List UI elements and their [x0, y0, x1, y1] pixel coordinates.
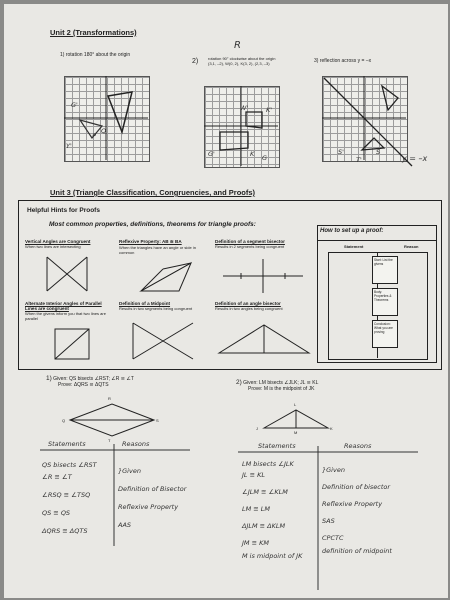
- hint-reflexive: [119, 239, 207, 255]
- proof1-reason: Definition of Bisector: [118, 485, 187, 493]
- proof1-given: Given: QS bisects ∠RST; ∠R ≅ ∠T: [53, 376, 134, 382]
- p3-label-t: T': [356, 156, 362, 164]
- proof2-figure: [264, 408, 328, 430]
- hint-vertical-desc: When two lines are intersecting: [25, 244, 81, 249]
- proof1-label-q: Q: [62, 418, 66, 423]
- proof2-header: [236, 380, 318, 392]
- p2-number: 2): [192, 58, 199, 65]
- proof2-statements-header: Statements: [258, 442, 296, 450]
- hint-alt-desc: When the givens inform you that two lines are parallel: [25, 311, 106, 321]
- hint-alternate-interior: [25, 301, 113, 321]
- p2-line2: (3,1, –2), W(0, 2), K(3, 2), (2,3, –3): [208, 61, 270, 66]
- proof2-label-k: K: [330, 426, 333, 431]
- hint-alt-title: Alternate Interior Angles of Parallel Lines are congruent: [25, 301, 102, 311]
- proof1-header: [46, 376, 134, 388]
- proof-setup-box: [317, 225, 437, 363]
- proof1-reason: }Given: [118, 467, 141, 475]
- setup-col-reason: Reason: [404, 244, 419, 249]
- hint-vertical-angles: [25, 239, 111, 249]
- proof2-statement-list: [242, 456, 312, 560]
- proof2-label-m: M: [294, 430, 298, 435]
- proof1-statement-list: [42, 456, 97, 540]
- p1-text: rotation 180° about the origin: [65, 52, 131, 58]
- proof2-statement: JL ≅ KL: [242, 471, 266, 479]
- proof1-figure: [70, 402, 154, 438]
- setup-divider: [318, 240, 436, 241]
- proof2-statement: ΔJLM ≅ ΔKLM: [242, 522, 286, 530]
- p3-number: 3): [314, 58, 319, 64]
- p3-line-label: y = –x: [402, 154, 428, 163]
- proof2-reason: CPCTC: [322, 534, 344, 542]
- hint-seg-desc: Results in 2 segments being congruent: [215, 244, 285, 249]
- p1-label-p: P: [92, 132, 96, 140]
- p2-handwritten-note: R: [234, 40, 241, 51]
- p3-label-s-prime: S': [338, 148, 344, 156]
- p1-number: 1): [60, 52, 65, 58]
- proof2-reason: definition of midpoint: [322, 547, 392, 555]
- proof1-reason: AAS: [118, 521, 132, 529]
- setup-box-start: Start: List the givens: [372, 256, 398, 284]
- setup-col-statement: Statement: [344, 244, 364, 249]
- hint-angle-desc: Results in two angles being congruent: [215, 306, 283, 311]
- p3-label-s: S: [376, 148, 381, 156]
- p3-text: reflection across y = –x: [319, 58, 372, 64]
- hint-angle-bisector: [215, 301, 315, 311]
- proof2-statement: LM bisects ∠JLK: [242, 460, 294, 468]
- proof1-reason-list: [118, 462, 186, 534]
- proof1-label-s: S: [156, 418, 159, 423]
- vertical-angles-figure: [47, 257, 87, 291]
- hint-midpoint-title: Definition of a Midpoint: [119, 301, 171, 306]
- proof1-label-t: T: [108, 438, 111, 443]
- setup-box-body: Body: Properties & Theorems: [372, 288, 398, 316]
- proof1-statement: QS bisects ∠RST: [42, 461, 97, 469]
- proof1-statement: ∠RSQ ≅ ∠TSQ: [42, 491, 91, 499]
- worksheet-page: [4, 4, 448, 598]
- p1-instruction: [60, 52, 130, 58]
- proof1-reasons-header: Reasons: [122, 440, 150, 448]
- p1-label-g: G': [71, 101, 78, 109]
- proof2-reason-list: [322, 462, 392, 555]
- alternate-interior-figure: [55, 329, 89, 359]
- proof2-statement: ∠JLM ≅ ∠KLM: [242, 488, 288, 496]
- proof1-reason: Reflexive Property: [118, 503, 179, 511]
- p2-label-g-prime: G': [208, 150, 215, 158]
- proof-hints-box: [18, 200, 442, 370]
- p2-label-k-prime: K': [266, 106, 273, 114]
- p1-label-q: Q: [101, 127, 107, 135]
- proof2-number: 2): [236, 379, 242, 386]
- segment-bisector-figure: [223, 259, 303, 293]
- midpoint-figure: [133, 323, 193, 359]
- proof2-reason: Definition of bisector: [322, 483, 391, 491]
- p2-label-k: K: [250, 150, 255, 158]
- proof2-reason: }Given: [322, 466, 345, 474]
- proof1-statement: QS ≅ QS: [42, 509, 71, 517]
- hint-reflexive-desc: When the triangles have an angle or side in common: [119, 245, 196, 255]
- p2-instruction: [208, 56, 318, 66]
- unit3-title: Unit 3 (Triangle Classification, Congruencies, and Proofs): [50, 188, 256, 197]
- proof1-number: 1): [46, 375, 52, 382]
- proof2-label-j: J: [256, 426, 258, 431]
- hint-midpoint-desc: Results in two segments being congruent: [119, 306, 193, 311]
- hint-vertical-title: Vertical Angles are Congruent: [25, 239, 91, 244]
- proof2-given: Given: LM bisects ∠JLK; JL ≅ KL: [243, 380, 319, 386]
- hint-midpoint: [119, 301, 209, 311]
- proof1-statements-header: Statements: [48, 440, 86, 448]
- p3-graph: [322, 76, 406, 160]
- p1-graph: [64, 76, 148, 160]
- proof1-statement: ∠R ≅ ∠T: [42, 473, 72, 481]
- proof2-prove: Prove: M is the midpoint of JK: [248, 386, 315, 392]
- p2-line1: rotation 90° clockwise about the origin: [208, 56, 276, 61]
- unit2-title: Unit 2 (Transformations): [50, 28, 137, 37]
- proof2-statement: LM ≅ LM: [242, 505, 271, 513]
- proof2-reasons-header: Reasons: [344, 442, 372, 450]
- hints-subtitle: Most common properties, definitions, theorems for triangle proofs:: [49, 221, 256, 228]
- setup-box-conclusion: Conclusion: What you are proving: [372, 320, 398, 348]
- proof2-reason: SAS: [322, 517, 335, 525]
- hint-reflexive-title: Reflexive Property: AB ≅ BA: [119, 239, 182, 244]
- proof2-statement: JM ≅ KM: [242, 539, 269, 547]
- proof2-reason: Reflexive Property: [322, 500, 383, 508]
- proof1-prove: Prove: ΔQRS ≅ ΔQTS: [58, 382, 109, 388]
- hint-seg-title: Definition of a segment bisector: [215, 239, 285, 244]
- proof1-statement: ΔQRS ≅ ΔQTS: [42, 527, 88, 535]
- p2-label-g: G: [262, 154, 268, 162]
- angle-bisector-figure: [219, 325, 309, 355]
- p2-label-w: W': [240, 104, 249, 112]
- reflexive-figure: [141, 263, 191, 293]
- proof1-label-r: R: [108, 396, 111, 401]
- p1-label-y: Y': [66, 142, 72, 150]
- proof2-label-l: L: [294, 402, 297, 407]
- proof2-statement: M is midpoint of JK: [242, 552, 303, 560]
- hints-title: Helpful Hints for Proofs: [27, 207, 100, 214]
- p3-instruction: [314, 58, 371, 64]
- setup-title: How to set up a proof:: [320, 228, 384, 234]
- hint-segment-bisector: [215, 239, 315, 249]
- hint-angle-title: Definition of an angle bisector: [215, 301, 281, 306]
